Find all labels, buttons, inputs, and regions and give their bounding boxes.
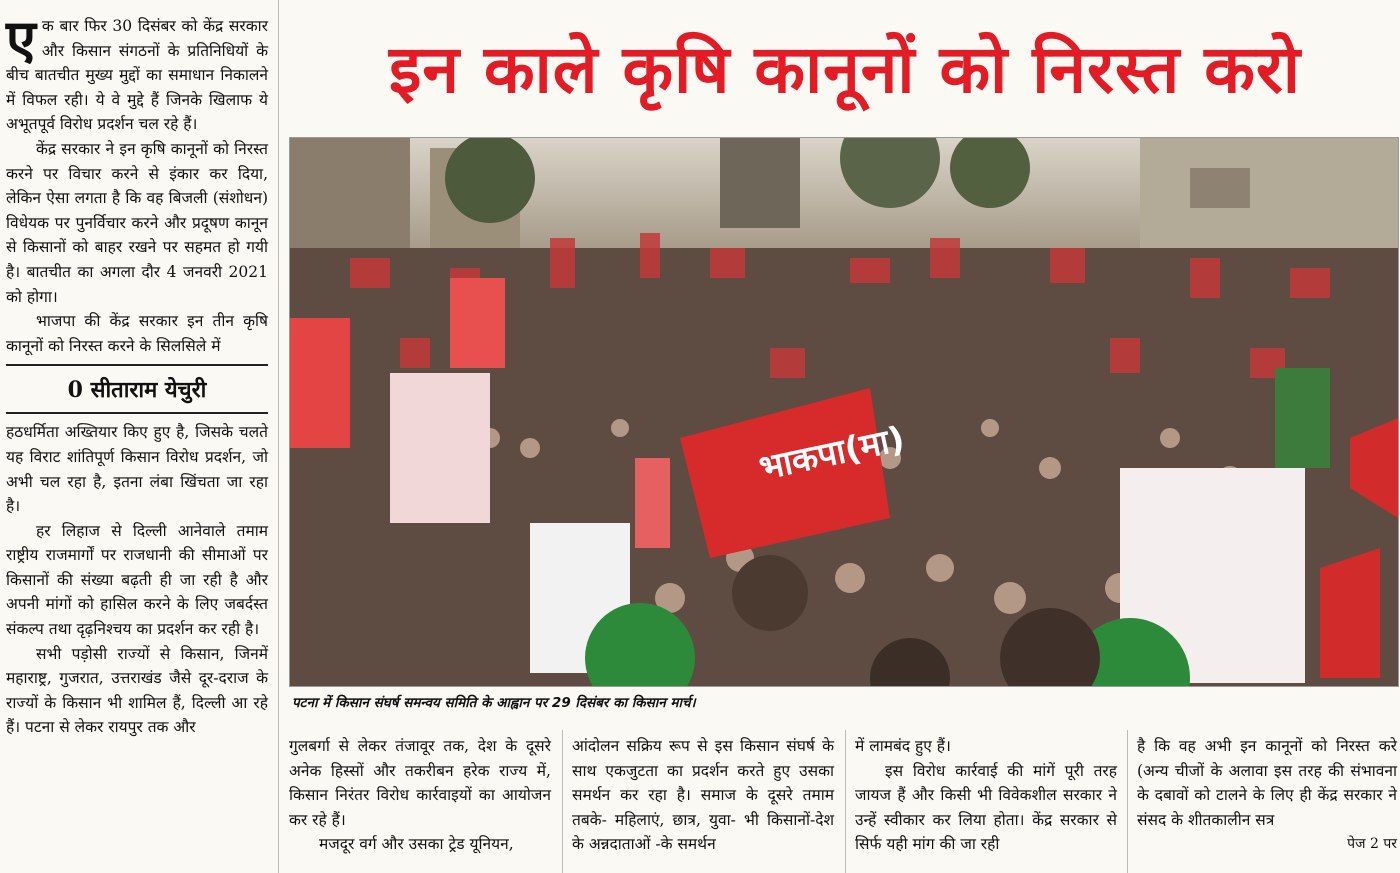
divider xyxy=(6,412,268,414)
column-2-para-1: आंदोलन सक्रिय रूप से इस किसान संघर्ष के साथ एकजुटता का प्रदर्शन करते हुए उसका समर्थन कर रहा है। समाज के दूसरे तमाम तबके- महिलाएं, छात्र, युवा- भी किसानों-देश के अन्नदाताओं -के समर्थन xyxy=(572,737,834,854)
column-3-para-1: में लामबंद हुए हैं। xyxy=(855,737,951,755)
column-3 xyxy=(855,734,1117,857)
column-3-para-2: इस विरोध कार्रवाई की मांगें पूरी तरह जायज हैं और किसी भी विवेकशील सरकार ने उन्हें स्वीकार कर लिया होता। केंद्र सरकार से सिर्फ यही मांग की जा रही xyxy=(855,761,1117,854)
dropcap: ए xyxy=(6,7,36,71)
protest-photo xyxy=(289,137,1399,687)
column-divider xyxy=(562,730,563,873)
intro-paragraph xyxy=(6,7,268,137)
column-1-para-2: मजदूर वर्ग और उसका ट्रेड यूनियन, xyxy=(319,835,514,854)
banner-text: भाकपा(मा) xyxy=(755,418,909,489)
crowd-illustration xyxy=(290,138,1398,686)
column-2 xyxy=(572,734,834,857)
author-byline: 0 सीताराम येचुरी xyxy=(67,377,207,404)
left-column xyxy=(6,7,268,740)
column-divider xyxy=(1127,730,1128,873)
para-1: क बार फिर 30 दिसंबर को केंद्र सरकार और किसान संगठनों के प्रतिनिधियों के बीच बातचीत मुख्य मुद्दों का समाधान निकालने में विफल रही। ये वे मुद्दे हैं जिनके खिलाफ ये अभूतपूर्व विरोध प्रदर्शन चल रहे हैं। xyxy=(6,17,268,134)
headline: इन काले कृषि कानूनों को निरस्त करो xyxy=(388,31,1302,108)
column-1 xyxy=(289,734,551,857)
continued-page-ref[interactable]: पेज 2 पर xyxy=(1347,836,1397,853)
column-divider xyxy=(845,730,846,873)
para-6: सभी पड़ोसी राज्यों से किसान, जिनमें महाराष्ट्र, गुजरात, उत्तराखंड जैसे दूर-दराज के राज्यों के किसान भी शामिल हैं, दिल्ली आ रहे हैं। पटना से लेकर रायपुर तक और xyxy=(6,644,268,737)
column-1-para-1: गुलबर्गा से लेकर तंजावूर तक, देश के दूसरे अनेक हिस्सों और तकरीबन हरेक राज्य में, किसान निरंतर विरोध कार्रवाइयों का आयोजन कर रहे हैं। xyxy=(289,737,551,829)
column-divider xyxy=(278,0,279,873)
para-3: भाजपा की केंद्र सरकार इन तीन कृषि कानूनों को निरस्त करने के सिलसिले में xyxy=(6,312,268,355)
para-2: केंद्र सरकार ने इन कृषि कानूनों को निरस्त करने पर विचार करने से इंकार कर दिया, लेकिन ऐसा लगता है कि वह बिजली (संशोधन) विधेयक पर पुनर्विचार करने और प्रदूषण कानून से किसानों को बाहर रखने पर सहमत हो गयी है। बातचीत का अगला दौर 4 जनवरी 2021 को होगा। xyxy=(6,139,268,306)
column-4 xyxy=(1137,734,1397,857)
column-4-para-1: है कि वह अभी इन कानूनों को निरस्त करे (अन्य चीजों के अलावा इस तरह की संभावना के दबावों को टालने के लिए ही केंद्र सरकार ने संसद के शीतकालीन सत्र xyxy=(1137,737,1397,829)
para-5: हर लिहाज से दिल्ली आनेवाले तमाम राष्ट्रीय राजमार्गों पर राजधानी की सीमाओं पर किसानों की संख्या बढ़ती ही जा रही है और अपनी मांगों को हासिल करने के लिए जबर्दस्त संकल्प तथा दृढ़निश्चय का प्रदर्शन कर रही है। xyxy=(6,521,268,639)
photo-caption: पटना में किसान संघर्ष समन्वय समिति के आह्वान पर 29 दिसंबर का किसान मार्च। xyxy=(292,695,696,711)
para-4: हठधर्मिता अख्तियार किए हुए है, जिसके चलते यह विराट शांतिपूर्ण किसान विरोध प्रदर्शन, जो अभी चल रहा है, इतना लंबा खिंचता जा रहा है। xyxy=(6,423,268,516)
